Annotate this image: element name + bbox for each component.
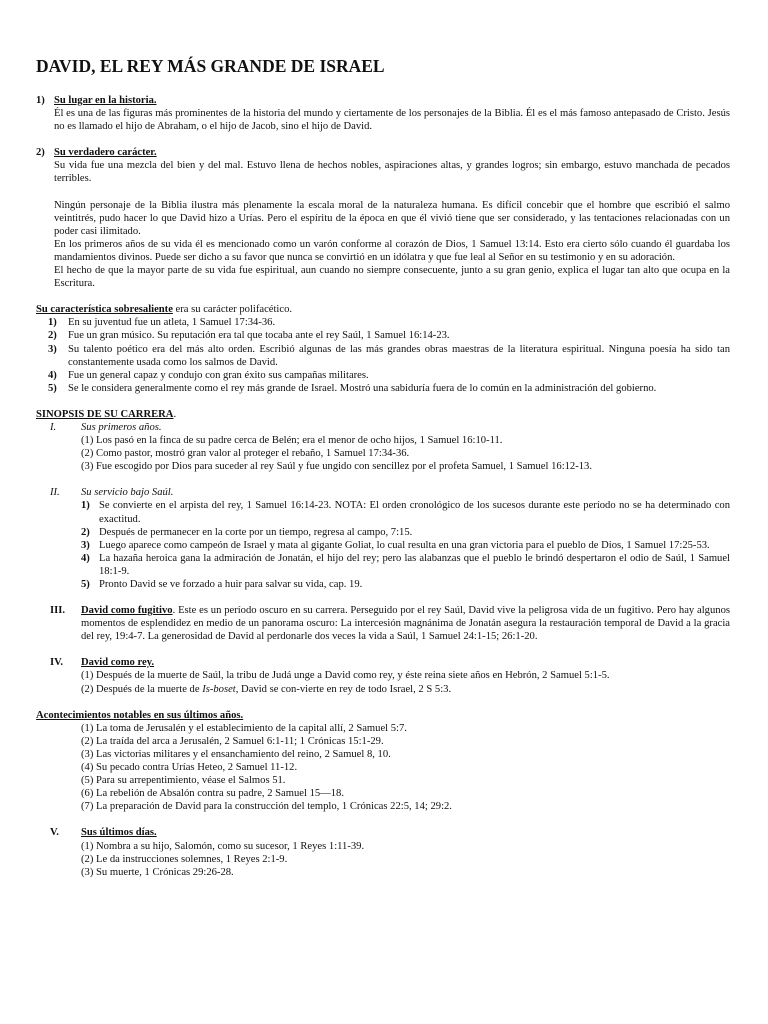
list-item: (1) Después de la muerte de Saúl, la tribu de Judá unge a David como rey, y éste reina siete años en Hebrón, 2 Samuel 5:1-5. bbox=[81, 670, 610, 682]
section-number: 1) bbox=[36, 95, 45, 106]
section-heading: Sus últimos días. bbox=[81, 827, 157, 839]
subsection-primeros-anos bbox=[36, 421, 730, 473]
list-item: 2) Fue un gran músico. Su reputación era tal que tocaba ante el rey Saúl, 1 Samuel 16:14-23. bbox=[48, 330, 450, 342]
document-body bbox=[36, 94, 730, 879]
list-item: (4) Su pecado contra Urías Heteo, 2 Samuel 11-12. bbox=[81, 762, 298, 774]
paragraph: . Este es un período oscuro en su carrera. Perseguido por el rey Saúl, David vive la peligrosa vida de un fugitivo. Pero hay algunos momentos de esplendidez en medio de un panorama oscuro: La intercesión magnánima de Jonatán asegura la restauración temporal de David a la gracia del rey, 19:4-7. La generosidad de David al perdonarle dos veces la vida a Saúl, 1 Samuel 24:1-15; 26:1-20. bbox=[81, 605, 730, 643]
subsection-servicio bbox=[36, 486, 730, 591]
page-title: DAVID, EL REY MÁS GRANDE DE ISRAEL bbox=[36, 56, 385, 76]
list-item: (2) Después de la muerte de Is-boset, David se con-vierte en rey de todo Israel, 2 S 5:3. bbox=[81, 683, 452, 695]
list-item: (3) Fue escogido por Dios para suceder al rey Saúl y fue ungido con sencillez por el profeta Samuel, 1 Samuel 16:12-13. bbox=[81, 461, 593, 473]
section-number: 2) bbox=[36, 147, 45, 159]
paragraph: Su vida fue una mezcla del bien y del mal. Estuvo llena de hechos nobles, aspiraciones altas, y grandes logros; sin embargo, estuvo manchada de pecados terribles. bbox=[54, 160, 730, 185]
section-heading: Su característica sobresaliente bbox=[36, 304, 173, 316]
roman-number: I. bbox=[50, 421, 57, 433]
subsection-heading: Su servicio bajo Saúl. bbox=[81, 487, 174, 499]
subsection-heading: David como fugitivo bbox=[81, 605, 173, 617]
heading-rest: era su carácter polifacético. bbox=[172, 304, 293, 316]
roman-number: II. bbox=[50, 487, 60, 499]
subsection-rey bbox=[36, 656, 730, 695]
section-heading: SINOPSIS DE SU CARRERA bbox=[36, 408, 174, 420]
paragraph: En los primeros años de su vida él es mencionado como un varón conforme al corazón de Dios, 1 Samuel 13:14. Esto era cierto sólo cuando él guardaba los mandamientos divinos. Puede ser dicho a su favor que nunca se convirtió en un idólatra y que fue leal al Señor en su testimonio y en su adoración. bbox=[54, 238, 730, 263]
list-item: 3) Luego aparece como campeón de Israel y mata al gigante Goliat, lo cual resulta en una gran victoria para el pueblo de Dios, 1 Samuel 17:25-53. bbox=[81, 539, 710, 551]
roman-number: III. bbox=[50, 605, 66, 617]
list-item: (7) La preparación de David para la construcción del templo, 1 Crónicas 22:5, 14; 29:2. bbox=[81, 801, 452, 813]
list-item: (1) Los pasó en la finca de su padre cerca de Belén; era el menor de ocho hijos, 1 Samuel 16:10-11. bbox=[81, 435, 503, 447]
list-item: 1) En su juventud fue un atleta, 1 Samuel 17:34-36. bbox=[48, 317, 276, 329]
paragraph: Ningún personaje de la Biblia ilustra más plenamente la escala moral de la naturaleza humana. Es difícil concebir que el hombre que escribió el salmo veintitrés, pudo hacer lo que David hizo a Urías. Pero el espíritu de la época en que él vivió tiene que ser considerado, y las tentaciones relacionadas con un poder casi ilimitado. bbox=[54, 199, 730, 237]
section-sinopsis: SINOPSIS DE SU CARRERA. I. Sus primeros años. (1) Los pasó en la finca de su padre cerca de Belén; era el menor de ocho hijos, 1 Samuel 16:10-11. (2) Como pastor, mostró gran valor al proteger el rebaño, 1 Samuel 17:34-36. (3) Fue escogido por Dios para suceder al rey Saúl y fue ungido con sencillez por el profeta Samuel, 1 Samuel 16:12-13. II. Su servicio bajo Saúl. 1) Se convierte en el arpista del rey, 1 Samuel 16:14-23. NOTA: El orden cronológico de los sucesos durante este período no se ha determinado con exactitud. 2) Después de permanecer en la corte por un tiempo, regresa al campo, 7:15. 3) Luego aparece como campeón de Israel y mata al gigante Goliat, lo cual resulta en una gran victoria para el pueblo de Dios, 1 Samuel 17:25-53. 4) La hazaña heroica gana la admiración de Jonatán, el hijo del rey; pero las alabanzas que el pueblo le brindó despertaron el odio de Saúl, 1 Samuel 18:1-9. 5) Pronto David se ve forzado a huir para salvar su vida, cap. 19. III. David como fugitivo. Este es un período oscuro en su carrera. Perseguido por el rey Saúl, David vive la peligrosa vida de un fugitivo. Pero hay algunos momentos de esplendidez en medio de un panorama oscuro: La intercesión magnánima de Jonatán asegura la restauración temporal de David a la gracia del rey, 19:4-7. La generosidad de David al perdonarle dos veces la vida a Saúl, 1 Samuel 24:1-15; 26:1-20. IV. David como rey. (1) Después de la muerte de Saúl, la tribu de Judá unge a David como rey, y éste reina siete años en Hebrón, 2 Samuel 5:1-5. (2) Después de la muerte de Is-boset, David se con-vierte en rey de todo Israel, 2 S 5:3. bbox=[36, 408, 730, 695]
list-item: (2) Como pastor, mostró gran valor al proteger el rebaño, 1 Samuel 17:34-36. bbox=[81, 448, 410, 460]
roman-number: V. bbox=[50, 827, 59, 839]
paragraph: El hecho de que la mayor parte de su vida fue espiritual, aun cuando no siempre consecuente, junto a su gran genio, explica el lugar tan alto que ocupa en la Escritura. bbox=[54, 265, 730, 290]
roman-number: IV. bbox=[50, 657, 64, 669]
list-item: 1) Se convierte en el arpista del rey, 1 Samuel 16:14-23. NOTA: El orden cronológico de los sucesos durante este período no se ha determinado con exactitud. bbox=[81, 500, 730, 525]
section-heading: Su verdadero carácter. bbox=[54, 147, 157, 159]
section-caracteristica bbox=[36, 303, 730, 395]
subsection-fugitivo bbox=[36, 604, 730, 643]
subsection-heading: Sus primeros años. bbox=[81, 421, 162, 433]
list-item: 2) Después de permanecer en la corte por un tiempo, regresa al campo, 7:15. bbox=[81, 526, 413, 538]
section-ultimos-dias bbox=[36, 826, 730, 878]
section-historia bbox=[36, 94, 730, 133]
list-item: (3) Las victorias militares y el ensanchamiento del reino, 2 Samuel 8, 10. bbox=[81, 748, 391, 760]
section-acontecimientos bbox=[36, 709, 730, 814]
list-item: 4) La hazaña heroica gana la admiración de Jonatán, el hijo del rey; pero las alabanzas que el pueblo le brindó despertaron el odio de Saúl, 1 Samuel 18:1-9. bbox=[81, 552, 730, 577]
list-item: 5) Pronto David se ve forzado a huir para salvar su vida, cap. 19. bbox=[81, 579, 363, 590]
list-item: 4) Fue un general capaz y condujo con gran éxito sus campañas militares. bbox=[48, 369, 369, 381]
paragraph: Él es una de las figuras más prominentes de la historia del mundo y ciertamente de los personajes de la Biblia. Él es el más famoso antepasado de Cristo. Jesús no es llamado el hijo de Abraham, o el hijo de Jacob, sino el hijo de David. bbox=[54, 108, 730, 133]
section-heading: Su lugar en la historia. bbox=[54, 95, 157, 106]
list-item: (3) Su muerte, 1 Crónicas 29:26-28. bbox=[81, 866, 234, 878]
list-item: 3) Su talento poético era del más alto orden. Escribió algunas de las más grandes obras maestras de la literatura espiritual. Ninguna poesía ha sido tan constantemente usada como los salmos de David. bbox=[48, 343, 730, 368]
list-item: (2) La traída del arca a Jerusalén, 2 Samuel 6:1-11; 1 Crónicas 15:1-29. bbox=[81, 735, 384, 747]
list-item: 5) Se le considera generalmente como el rey más grande de Israel. Mostró una sabiduría fuera de lo común en la administración del gobierno. bbox=[48, 382, 657, 394]
subsection-heading: David como rey. bbox=[81, 657, 155, 669]
list-item: (6) La rebelión de Absalón contra su padre, 2 Samuel 15—18. bbox=[81, 788, 345, 800]
section-caracter bbox=[36, 146, 730, 290]
section-heading: Acontecimientos notables en sus últimos años. bbox=[36, 709, 244, 721]
list-item: (5) Para su arrepentimiento, véase el Salmos 51. bbox=[81, 775, 286, 787]
list-item: (1) Nombra a su hijo, Salomón, como su sucesor, 1 Reyes 1:11-39. bbox=[81, 840, 365, 852]
list-item: (1) La toma de Jerusalén y el establecimiento de la capital allí, 2 Samuel 5:7. bbox=[81, 722, 407, 734]
list-item: (2) Le da instrucciones solemnes, 1 Reyes 2:1-9. bbox=[81, 853, 288, 865]
